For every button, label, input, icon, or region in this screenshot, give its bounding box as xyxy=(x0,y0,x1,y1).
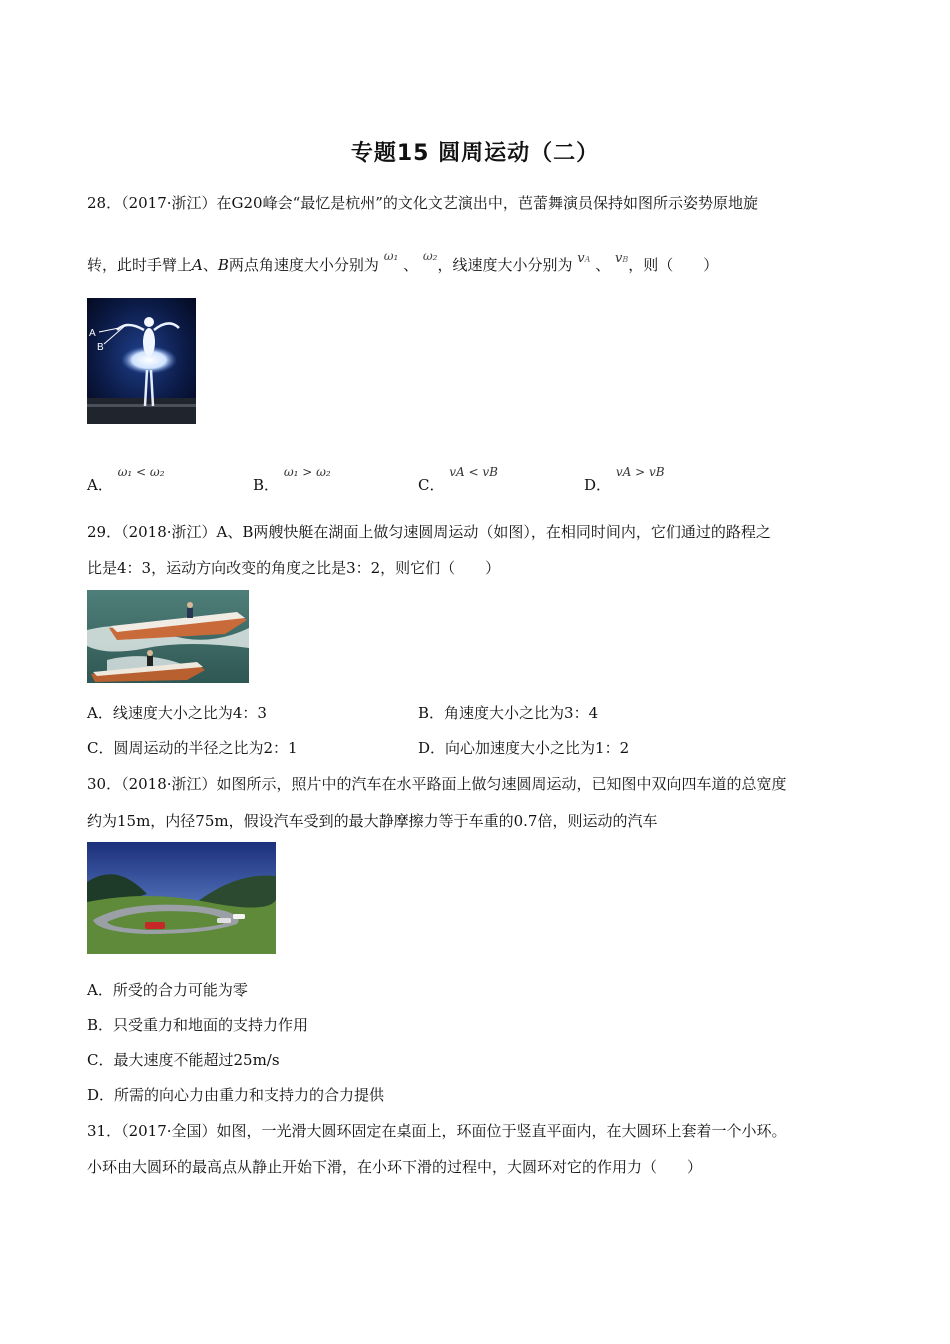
q28-point-a: A xyxy=(192,256,203,274)
q28-va-sub: A xyxy=(584,255,591,264)
q28-option-c[interactable] xyxy=(418,465,498,495)
q28-sep: 、 xyxy=(202,256,218,274)
q28-omega1: ω₁ xyxy=(383,249,399,263)
road-curve-image xyxy=(87,842,276,954)
q28-line2-a: 转，此时手臂上 xyxy=(87,256,193,274)
q31-line2: 小环由大圆环的最高点从静止开始下滑，在小环下滑的过程中，大圆环对它的作用力（ ） xyxy=(87,1158,703,1176)
q29-line1: 29．（2018·浙江）A、B两艘快艇在湖面上做匀速圆周运动（如图），在相同时间内，它们通过的路程之 xyxy=(87,523,771,541)
q28-sep2: 、 xyxy=(403,256,419,274)
q30-line1: 30．（2018·浙江）如图所示，照片中的汽车在水平路面上做匀速圆周运动，已知图中双向四车道的总宽度 xyxy=(87,775,787,793)
q28-vb-sub: B xyxy=(622,255,629,264)
q28-line2-d: ，则（ ） xyxy=(628,256,719,274)
q29-option-b[interactable]: B．角速度大小之比为3：4 xyxy=(418,704,599,722)
q30-option-c[interactable]: C．最大速度不能超过25m/s xyxy=(87,1051,280,1069)
q28-omega2: ω₂ xyxy=(422,249,438,263)
q30-option-d[interactable]: D．所需的向心力由重力和支持力的合力提供 xyxy=(87,1086,385,1104)
q28-option-d-math: vA > vB xyxy=(615,465,665,479)
q28-option-b-math: ω₁ > ω₂ xyxy=(283,465,331,479)
q28-option-d-label: D． xyxy=(584,476,612,494)
q28-option-a-label: A． xyxy=(87,476,113,494)
q30-option-b[interactable]: B．只受重力和地面的支持力作用 xyxy=(87,1016,309,1034)
q30-option-a[interactable]: A．所受的合力可能为零 xyxy=(87,981,248,999)
ballerina-image xyxy=(87,298,196,424)
ballerina-label-a: A xyxy=(89,328,96,339)
ballerina-label-b: B xyxy=(97,342,104,353)
q28-option-d[interactable] xyxy=(584,465,665,495)
q28-va xyxy=(577,251,590,266)
q28-option-c-math: vA < vB xyxy=(449,465,498,479)
speedboats-image xyxy=(87,590,249,683)
q31-line1: 31．（2017·全国）如图，一光滑大圆环固定在桌面上，环面位于竖直平面内，在大圆环上套着一个小环。 xyxy=(87,1122,787,1140)
q29-option-c[interactable]: C．圆周运动的半径之比为2：1 xyxy=(87,739,298,757)
q29-option-d[interactable]: D．向心加速度大小之比为1：2 xyxy=(418,739,630,757)
q28-option-a-math: ω₁ < ω₂ xyxy=(117,465,165,479)
q28-line1: 28．（2017·浙江）在G20峰会“最忆是杭州”的文化文艺演出中，芭蕾舞演员保持如图所示姿势原地旋 xyxy=(87,194,758,212)
page-title: 专题15 圆周运动（二） xyxy=(350,141,600,166)
q30-line2: 约为15m，内径75m，假设汽车受到的最大静摩擦力等于车重的0.7倍，则运动的汽车 xyxy=(87,812,658,830)
q28-line2 xyxy=(87,249,719,278)
q28-va-v: v xyxy=(577,251,585,266)
q28-line2-c: ，线速度大小分别为 xyxy=(437,256,573,274)
q28-sep3: 、 xyxy=(595,256,611,274)
q28-vb xyxy=(615,251,628,266)
q28-option-b-label: B． xyxy=(253,476,280,494)
q29-line2: 比是4：3，运动方向改变的角度之比是3：2，则它们（ ） xyxy=(87,559,501,577)
q28-point-b: B xyxy=(217,256,229,274)
q29-option-a[interactable]: A．线速度大小之比为4：3 xyxy=(87,704,267,722)
q28-vb-v: v xyxy=(615,251,623,266)
q28-option-c-label: C． xyxy=(418,476,445,494)
q28-line2-b: 两点角速度大小分别为 xyxy=(228,256,379,274)
